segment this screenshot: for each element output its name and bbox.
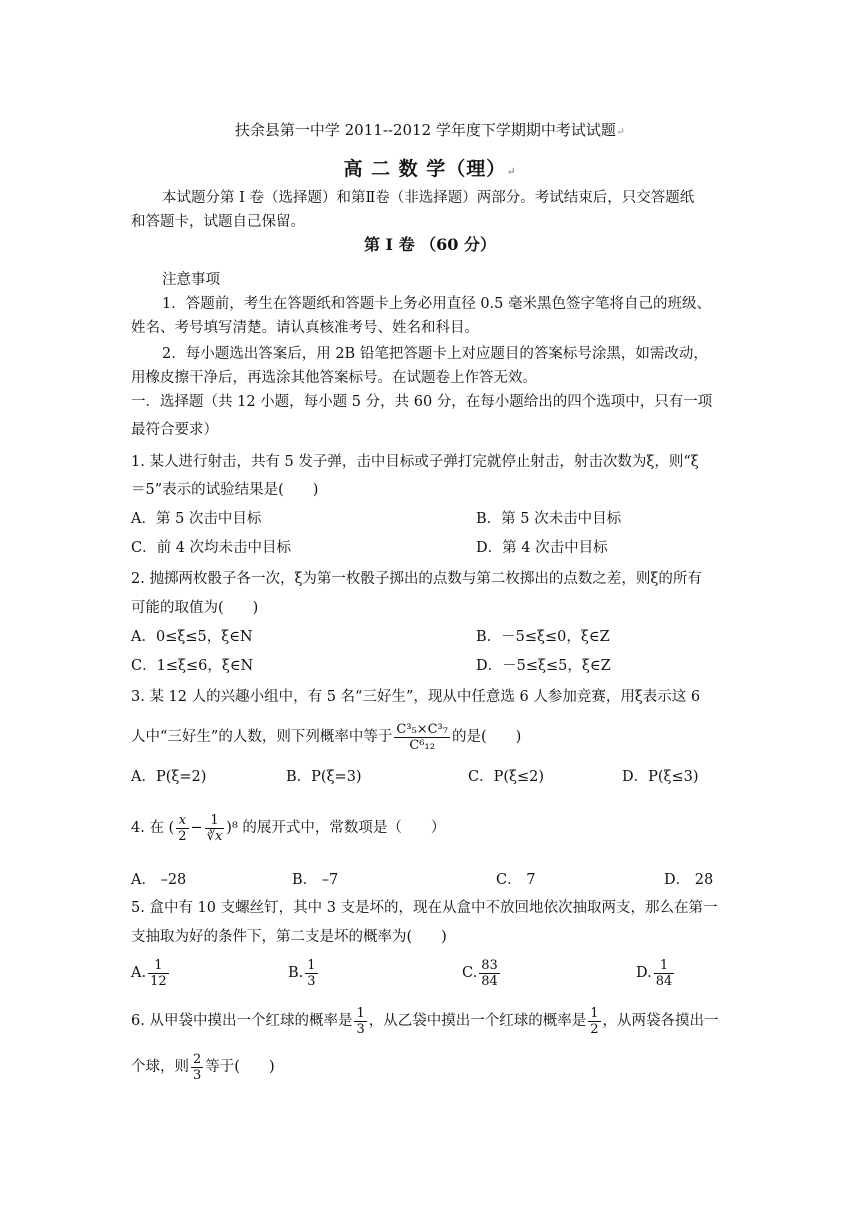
part-1-heading-line-2: 最符合要求） (131, 422, 218, 438)
fraction-1-over-cube-root-x: $\frac{1}{∛x}$ (206, 812, 223, 844)
question-3-option-d: D．P(ξ≤3) (622, 769, 699, 785)
note-2-line-1: 2．每小题选出答案后，用 2B 铅笔把答题卡上对应题目的答案标号涂黑，如需改动， (162, 346, 708, 362)
note-1-line-1: 1．答题前，考生在答题纸和答题卡上务必用直径 0.5 毫米黑色签字笔将自己的班级、 (162, 296, 712, 312)
question-6-line-1: 6. 从甲袋中摸出一个红球的概率是 $\frac{1}{3}$ ，从乙袋中摸出一个红球的概率是 $\frac{1}{2}$ ，从两袋各摸出一 (131, 1005, 719, 1037)
question-4-option-b: B． –7 (292, 872, 339, 888)
question-3-line-1: 3. 某 12 人的兴趣小组中，有 5 名“三好生”，现从中任意选 6 人参加竞赛，用ξ表示这 6 (131, 689, 701, 705)
question-2-option-d: D．－5≤ξ≤5，ξ∈Z (476, 658, 611, 674)
question-4-stem: 4. 在 ( $\frac{x}{2}$ − $\frac{1}{∛x}$ )⁸ 的展开式中，常数项是（ ） (131, 812, 446, 844)
question-1-line-2: ＝5”表示的试验结果是( ) (131, 482, 319, 498)
question-6-line-2: 个球，则 $\frac{2}{3}$ 等于( ) (131, 1051, 275, 1083)
question-1-option-c: C．前 4 次均未击中目标 (131, 540, 292, 556)
return-mark: ↵ (506, 165, 517, 178)
part-1-heading-line-1: 一．选择题（共 12 小题，每小题 5 分，共 60 分，在每小题给出的四个选项中，只有一项 (131, 394, 713, 410)
question-2-option-c: C．1≤ξ≤6，ξ∈N (131, 658, 254, 674)
note-1-line-2: 姓名、考号填写清楚。请认真核准考号、姓名和科目。 (131, 320, 479, 336)
return-mark: ↵ (615, 125, 626, 138)
notes-heading: 注意事项 (162, 272, 220, 288)
question-3-line-2: 人中“三好生”的人数，则下列概率中等于 $\frac{\text{C³₅×C³₇}}{\text{C⁶₁₂}}$ 的是( ) (131, 721, 522, 753)
subject-title: 高 二 数 学（理）↵ (343, 158, 517, 180)
question-5-option-a: A. $\frac{1}{12}$ (131, 957, 167, 989)
question-1-option-a: A．第 5 次击中目标 (131, 511, 262, 527)
question-3-option-c: C．P(ξ≤2) (468, 769, 545, 785)
question-2-option-a: A．0≤ξ≤5，ξ∈N (131, 629, 253, 645)
intro-line-2: 和答题卡，试题自己保留。 (131, 214, 305, 230)
note-2-line-2: 用橡皮擦干净后，再选涂其他答案标号。在试题卷上作答无效。 (131, 370, 537, 386)
question-3-option-a: A．P(ξ=2) (131, 769, 207, 785)
question-5-line-1: 5. 盒中有 10 支螺丝钉，其中 3 支是坏的，现在从盒中不放回地依次抽取两支，那么在第一 (131, 900, 718, 916)
intro-line-1: 本试题分第 I 卷（选择题）和第Ⅱ卷（非选择题）两部分。考试结束后，只交答题纸 (162, 190, 695, 206)
question-5-option-c: C. $\frac{83}{84}$ (462, 957, 498, 989)
question-5-line-2: 支抽取为好的条件下，第二支是坏的概率为( ) (131, 929, 447, 945)
question-2-option-b: B．－5≤ξ≤0，ξ∈Z (476, 629, 610, 645)
section-title: 第 I 卷 （60 分） (363, 235, 497, 254)
question-4-option-d: D． 28 (664, 872, 714, 888)
question-3-option-b: B．P(ξ=3) (286, 769, 362, 785)
question-5-option-b: B. $\frac{1}{3}$ (288, 957, 316, 989)
question-1-option-d: D．第 4 次击中目标 (476, 540, 608, 556)
fraction-x-over-2: $\frac{x}{2}$ (178, 812, 187, 844)
probability-fraction: $\frac{\text{C³₅×C³₇}}{\text{C⁶₁₂}}$ (396, 721, 448, 753)
question-2-line-2: 可能的取值为( ) (131, 600, 259, 616)
question-1-line-1: 1. 某人进行射击，共有 5 发子弹，击中目标或子弹打完就停止射击，射击次数为ξ，则“ξ (131, 454, 699, 470)
document-title: 扶余县第一中学 2011--2012 学年度下学期期中考试试题↵ (234, 121, 626, 139)
question-2-line-1: 2. 抛掷两枚骰子各一次，ξ为第一枚骰子掷出的点数与第二枚掷出的点数之差，则ξ的所有 (131, 571, 702, 587)
question-4-option-a: A． –28 (131, 872, 187, 888)
question-4-option-c: C． 7 (496, 872, 536, 888)
question-5-option-d: D. $\frac{1}{84}$ (636, 957, 673, 989)
question-1-option-b: B．第 5 次未击中目标 (476, 511, 622, 527)
